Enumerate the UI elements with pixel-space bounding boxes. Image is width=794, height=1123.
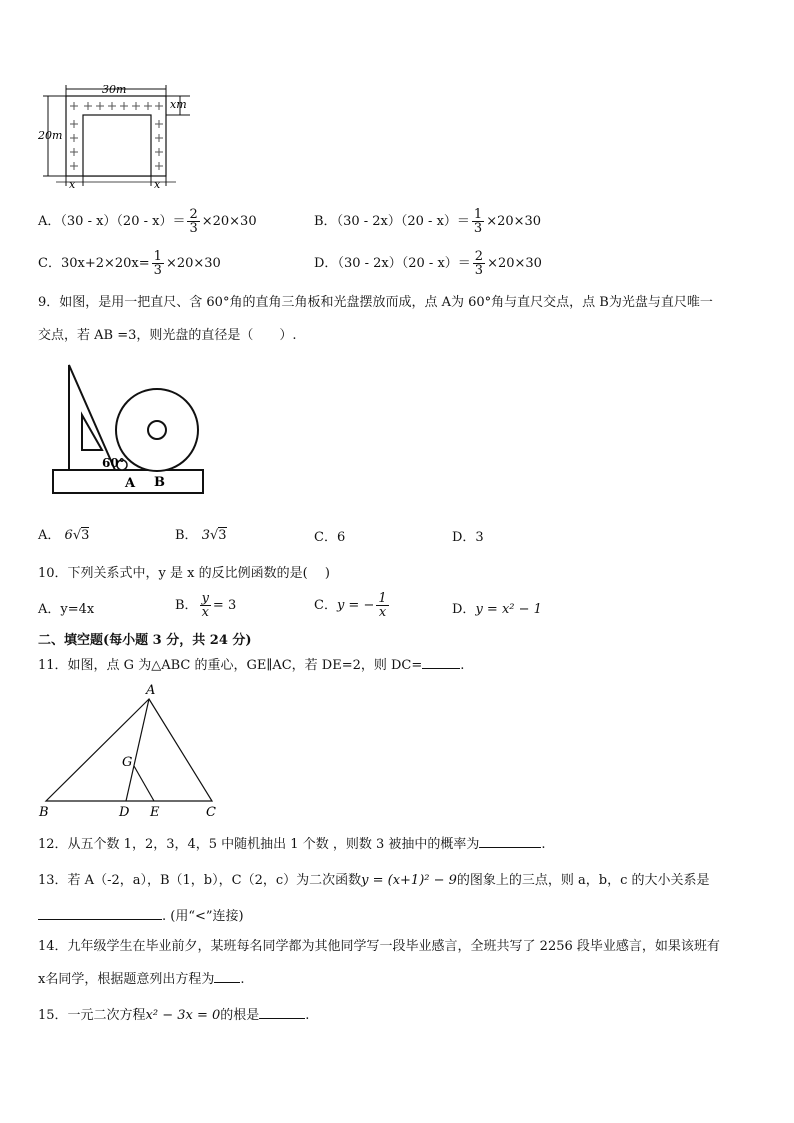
q13-stem-end: 的图象上的三点，则 a，b，c 的大小关系是 <box>456 873 710 888</box>
q8-option-d[interactable] <box>314 250 542 277</box>
numerator: 1 <box>473 207 483 222</box>
q11-text <box>38 654 464 673</box>
q9-option-d[interactable]: D．3 <box>452 530 484 545</box>
fraction <box>187 208 199 235</box>
q8-option-a[interactable] <box>38 208 257 235</box>
coefficient: 6 <box>64 528 73 543</box>
option-expr: （30 - 2x）（20 - x）＝ <box>337 256 471 271</box>
denominator: 3 <box>189 221 198 236</box>
option-letter: B． <box>175 528 198 543</box>
numerator: 1 <box>153 249 162 264</box>
q10-option-b[interactable] <box>175 592 236 619</box>
q10-stem: 10．下列关系式中，y 是 x 的反比例函数的是( ) <box>38 566 330 581</box>
q11-answer-blank[interactable] <box>422 668 460 669</box>
fraction <box>376 592 388 619</box>
q12-end: . <box>541 837 546 852</box>
radicand: 3 <box>218 528 227 543</box>
q11-stem: 11．如图，点 G 为△ABC 的重心，GE∥AC，若 DE=2，则 DC= <box>38 658 423 673</box>
option-letter: B． <box>175 598 198 613</box>
q15-text <box>38 1004 309 1023</box>
q8-option-b[interactable] <box>314 208 541 235</box>
fraction <box>200 592 211 619</box>
q15-end: . <box>305 1008 310 1023</box>
q13-function: y = (x+1)² − 9 <box>361 873 457 888</box>
q9-option-b[interactable] <box>175 524 227 543</box>
q9-option-c[interactable]: C．6 <box>314 530 346 545</box>
fig8-right-label: xm <box>170 98 187 111</box>
q12-stem: 12．从五个数 1，2，3，4，5 中随机抽出 1 个数 ，则数 3 被抽中的概率为 <box>38 837 480 852</box>
label-d: D <box>119 805 130 820</box>
option-letter: D． <box>452 602 476 617</box>
fig8-side-label: 20m <box>38 129 63 142</box>
fig8-x-left: x <box>69 178 76 191</box>
q14-line1: 14．九年级学生在毕业前夕，某班每名同学都为其他同学写一段毕业感言，全班共写了 2256 段毕业感言，如果该班有 <box>38 939 720 954</box>
option-expr: 30x+2×20x= <box>60 256 150 271</box>
option-letter: B． <box>314 214 337 229</box>
label-b: B <box>39 805 49 820</box>
q9-option-a[interactable] <box>38 524 89 543</box>
denominator: 3 <box>474 263 484 278</box>
option-letter: A． <box>38 528 61 543</box>
option-letter: D． <box>314 256 338 271</box>
label-a: A <box>146 683 156 698</box>
option-expr: （30 - x）（20 - x）＝ <box>60 214 186 229</box>
q12-text <box>38 833 546 852</box>
option-expr-tail: ×20×30 <box>487 256 542 271</box>
option-expr-tail: = 3 <box>212 598 237 613</box>
coefficient: 3 <box>201 528 210 543</box>
q13-line1 <box>38 869 710 888</box>
option-expr-tail: ×20×30 <box>165 256 221 271</box>
fraction <box>472 208 484 235</box>
ruler-disc-figure <box>50 360 210 500</box>
point-a-label: A <box>125 476 136 491</box>
q14-line2 <box>38 968 244 987</box>
radicand: 3 <box>81 528 90 543</box>
q10-option-c[interactable] <box>314 592 391 619</box>
q15-stem-end: 的根是 <box>220 1008 260 1023</box>
numerator: 1 <box>378 591 387 606</box>
label-e: E <box>150 805 160 820</box>
q15-equation: x² − 3x = 0 <box>145 1008 221 1023</box>
q9-line2: 交点，若 AB =3，则光盘的直径是（ ）. <box>38 328 297 343</box>
denominator: 3 <box>153 263 162 278</box>
q12-answer-blank[interactable] <box>479 847 541 848</box>
numerator: 2 <box>474 249 484 264</box>
section-title: 二、填空题(每小题 3 分，共 24 分) <box>38 633 252 648</box>
option-expr-tail: ×20×30 <box>486 214 542 229</box>
q10-option-a[interactable]: A．y=4x <box>38 602 95 617</box>
denominator: x <box>378 605 387 620</box>
angle-label: 60° <box>102 456 125 470</box>
denominator: x <box>201 605 209 620</box>
fig8-x-right: x <box>154 178 161 191</box>
numerator: 2 <box>189 207 198 222</box>
option-letter: C． <box>314 598 337 613</box>
option-expr: y = − <box>336 598 375 613</box>
q14-end: . <box>240 972 245 987</box>
label-g: G <box>122 755 133 770</box>
option-expr: （30 - 2x）（20 - x）＝ <box>336 214 470 229</box>
garden-figure <box>38 82 193 192</box>
q13-stem-start: 13．若 A（-2，a），B（1，b），C（2，c）为二次函数 <box>38 873 362 888</box>
q11-end: . <box>460 658 465 673</box>
q13-answer-blank[interactable] <box>38 919 162 920</box>
fig8-top-label: 30m <box>102 83 127 96</box>
q8-option-c[interactable] <box>38 250 221 277</box>
q15-stem: 15．一元二次方程 <box>38 1008 146 1023</box>
q14-answer-blank[interactable] <box>214 982 240 983</box>
option-expr-tail: ×20×30 <box>201 214 257 229</box>
option-letter: A． <box>38 214 61 229</box>
sqrt-sign: √ <box>209 528 219 543</box>
fraction <box>152 250 164 277</box>
numerator: y <box>201 591 209 606</box>
denominator: 3 <box>473 221 483 236</box>
q15-answer-blank[interactable] <box>259 1018 305 1019</box>
option-expr: y = x² − 1 <box>475 602 542 617</box>
q13-hint: . (用“<”连接) <box>162 909 244 924</box>
option-letter: C． <box>38 256 61 271</box>
q14-stem: x名同学，根据题意列出方程为 <box>38 972 215 987</box>
label-c: C <box>206 805 216 820</box>
q9-line1: 9．如图，是用一把直尺、含 60°角的直角三角板和光盘摆放而成，点 A为 60°角与直尺交点，点 B为光盘与直尺唯一 <box>38 295 713 310</box>
triangle-figure <box>36 682 226 822</box>
point-b-label: B <box>154 475 165 490</box>
sqrt-sign: √ <box>72 528 82 543</box>
q10-option-d[interactable] <box>452 598 542 617</box>
q13-line2 <box>38 905 244 924</box>
fraction <box>473 250 485 277</box>
